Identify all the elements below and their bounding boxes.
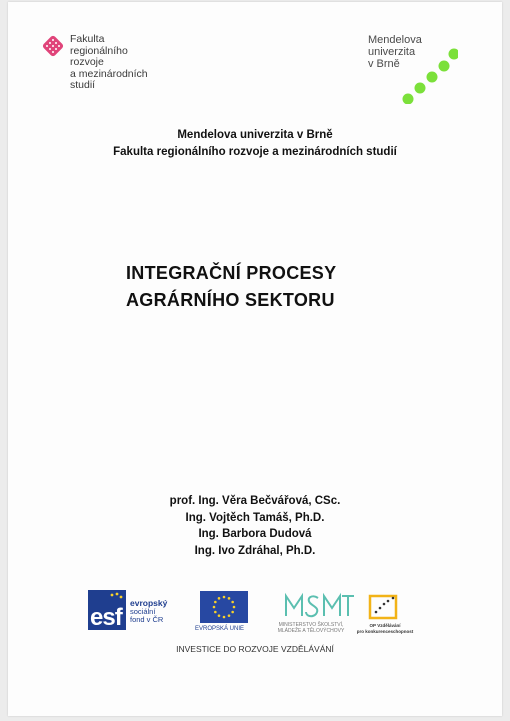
eu-flag-icon (200, 591, 248, 623)
msmt-label (266, 622, 356, 634)
frr-logo-text (70, 34, 148, 92)
eu-star (218, 614, 221, 617)
funding-logos (88, 590, 428, 638)
eu-star (218, 597, 221, 600)
eu-star (228, 597, 231, 600)
eu-label: EVROPSKÁ UNIE (195, 626, 245, 632)
frr-line-2: regionálního (70, 44, 128, 57)
msmt-logo-icon (278, 590, 356, 620)
esf-line-2: sociální (130, 606, 156, 616)
university-name: Mendelova univerzita v Brně (177, 129, 333, 141)
faculty-name: Fakulta regionálního rozvoje a mezinárodních studií (113, 146, 397, 158)
author-4: Ing. Ivo Zdráhal, Ph.D. (194, 544, 316, 557)
mendelu-line-2: univerzita (368, 46, 416, 58)
eu-star (228, 614, 231, 617)
eu-star (214, 601, 217, 604)
eu-star (213, 606, 216, 609)
author-3: Ing. Barbora Dudová (198, 528, 312, 540)
frr-pattern-icon (42, 35, 64, 57)
eu-star (214, 611, 217, 614)
frr-logo (42, 34, 148, 92)
esf-line-1: evropský (130, 598, 168, 608)
eu-star (223, 596, 226, 599)
op-line-2: pro konkurenceschopnost (356, 628, 414, 634)
msmt-line-2: MLÁDEŽE A TĚLOVÝCHOVY (277, 628, 345, 634)
msmt-line-1: MINISTERSTVO ŠKOLSTVÍ, (278, 622, 344, 628)
document-title (126, 260, 336, 314)
op-line-1: OP Vzdělávání (369, 623, 401, 628)
frr-line-5: studií (70, 79, 96, 91)
institution-header (8, 127, 502, 161)
op-logo-icon (366, 592, 402, 622)
frr-line-3: rozvoje (70, 56, 104, 68)
mendelu-logo (368, 34, 422, 70)
esf-logo-mark (88, 590, 126, 630)
mendelu-line-3: v Brně (368, 58, 400, 70)
esf-line-3: fond v ČR (130, 615, 164, 624)
esf-mark: esf (90, 604, 122, 631)
author-1: prof. Ing. Věra Bečvářová, CSc. (169, 495, 341, 507)
author-2: Ing. Vojtěch Tamáš, Ph.D. (185, 511, 325, 524)
eu-star (231, 611, 234, 614)
document-page (8, 2, 502, 716)
green-dots-icon (388, 44, 458, 104)
esf-logo-text (130, 599, 167, 625)
op-label (350, 623, 420, 634)
funding-tagline: INVESTICE DO ROZVOJE VZDĚLÁVÁNÍ (176, 644, 334, 654)
frr-line-4: a mezinárodních (70, 67, 148, 80)
frr-line-1: Fakulta (70, 33, 105, 45)
eu-star (223, 616, 226, 619)
eu-star (233, 606, 236, 609)
eu-star (231, 601, 234, 604)
mendelu-line-1: Mendelova (368, 34, 422, 46)
title-line-1: INTEGRAČNÍ PROCESY (126, 263, 337, 283)
authors-list (8, 493, 502, 559)
title-line-2: AGRÁRNÍHO SEKTORU (126, 290, 335, 310)
